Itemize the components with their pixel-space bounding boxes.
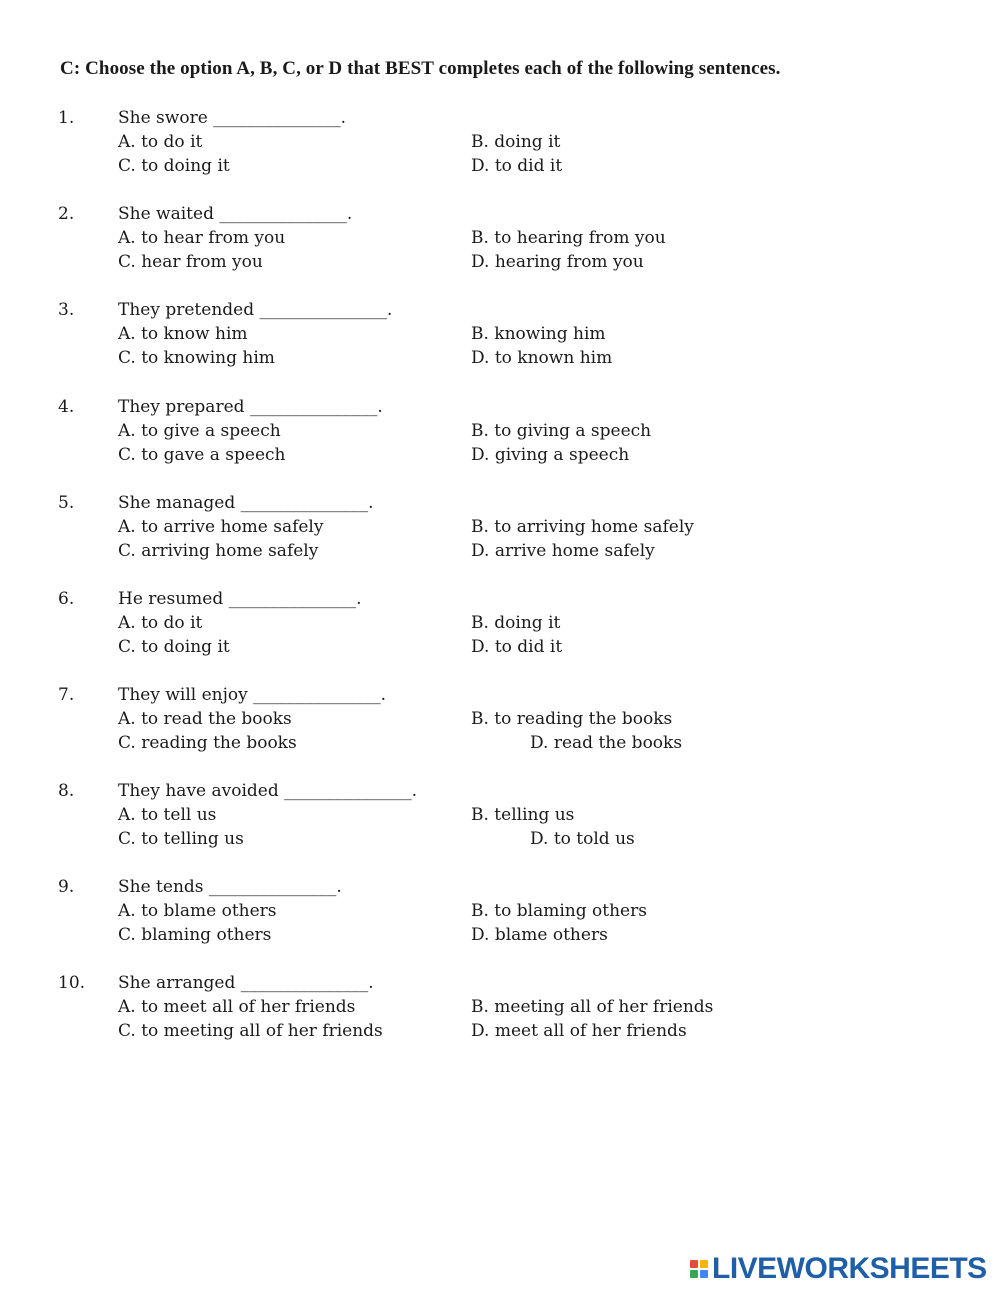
question-10 (0, 971, 1000, 1043)
question-4 (0, 395, 1000, 467)
option-a[interactable]: A. to blame others (118, 901, 277, 921)
option-c[interactable]: C. to meeting all of her friends (118, 1021, 383, 1041)
logo-text: LIVEWORKSHEETS (712, 1252, 987, 1285)
option-b[interactable]: B. to giving a speech (471, 421, 652, 441)
logo-block (700, 1270, 708, 1278)
question-number: 5. (58, 493, 75, 513)
question-number: 3. (58, 300, 75, 320)
option-d[interactable]: D. hearing from you (471, 252, 644, 272)
question-7 (0, 683, 1000, 755)
option-d[interactable]: D. read the books (530, 733, 683, 753)
question-stem: They pretended _______________. (118, 300, 393, 320)
option-d[interactable]: D. meet all of her friends (471, 1021, 687, 1041)
option-c[interactable]: C. to doing it (118, 637, 230, 657)
option-c[interactable]: C. arriving home safely (118, 541, 319, 561)
option-c[interactable]: C. to gave a speech (118, 445, 286, 465)
option-c[interactable]: C. blaming others (118, 925, 272, 945)
option-b[interactable]: B. telling us (471, 805, 575, 825)
question-stem: They prepared _______________. (118, 397, 383, 417)
option-b[interactable]: B. to reading the books (471, 709, 673, 729)
option-d[interactable]: D. arrive home safely (471, 541, 655, 561)
option-c[interactable]: C. hear from you (118, 252, 263, 272)
option-b[interactable]: B. meeting all of her friends (471, 997, 714, 1017)
question-1 (0, 106, 1000, 178)
option-d[interactable]: D. to known him (471, 348, 613, 368)
option-b[interactable]: B. to hearing from you (471, 228, 666, 248)
option-b[interactable]: B. knowing him (471, 324, 606, 344)
option-a[interactable]: A. to give a speech (118, 421, 281, 441)
option-a[interactable]: A. to hear from you (118, 228, 286, 248)
question-stem: She swore _______________. (118, 108, 347, 128)
option-b[interactable]: B. to blaming others (471, 901, 647, 921)
logo-block (700, 1260, 708, 1268)
logo-block (690, 1260, 698, 1268)
option-a[interactable]: A. to do it (118, 613, 203, 633)
question-number: 4. (58, 397, 75, 417)
question-3 (0, 298, 1000, 370)
option-d[interactable]: D. to did it (471, 637, 563, 657)
question-stem: They have avoided _______________. (118, 781, 418, 801)
question-number: 9. (58, 877, 75, 897)
question-stem: She arranged _______________. (118, 973, 374, 993)
option-a[interactable]: A. to read the books (118, 709, 292, 729)
question-number: 1. (58, 108, 75, 128)
question-5 (0, 491, 1000, 563)
question-9 (0, 875, 1000, 947)
option-c[interactable]: C. to telling us (118, 829, 244, 849)
question-stem: They will enjoy _______________. (118, 685, 387, 705)
option-d[interactable]: D. to did it (471, 156, 563, 176)
option-b[interactable]: B. doing it (471, 132, 561, 152)
question-number: 10. (58, 973, 86, 993)
liveworksheets-logo[interactable] (690, 1252, 987, 1286)
logo-block (690, 1270, 698, 1278)
option-a[interactable]: A. to tell us (118, 805, 217, 825)
question-stem: She managed _______________. (118, 493, 374, 513)
option-b[interactable]: B. doing it (471, 613, 561, 633)
logo-blocks-icon (690, 1260, 708, 1278)
option-a[interactable]: A. to arrive home safely (118, 517, 324, 537)
option-d[interactable]: D. to told us (530, 829, 635, 849)
question-8 (0, 779, 1000, 851)
question-number: 8. (58, 781, 75, 801)
question-number: 7. (58, 685, 75, 705)
option-d[interactable]: D. giving a speech (471, 445, 630, 465)
question-6 (0, 587, 1000, 659)
option-a[interactable]: A. to do it (118, 132, 203, 152)
question-stem: She tends _______________. (118, 877, 342, 897)
question-stem: He resumed _______________. (118, 589, 362, 609)
question-stem: She waited _______________. (118, 204, 353, 224)
question-number: 6. (58, 589, 75, 609)
option-c[interactable]: C. to doing it (118, 156, 230, 176)
option-a[interactable]: A. to meet all of her friends (118, 997, 356, 1017)
question-2 (0, 202, 1000, 274)
worksheet-title: C: Choose the option A, B, C, or D that BEST completes each of the following sentences. (60, 58, 781, 79)
option-c[interactable]: C. reading the books (118, 733, 297, 753)
option-b[interactable]: B. to arriving home safely (471, 517, 694, 537)
option-c[interactable]: C. to knowing him (118, 348, 275, 368)
question-number: 2. (58, 204, 75, 224)
option-d[interactable]: D. blame others (471, 925, 608, 945)
option-a[interactable]: A. to know him (118, 324, 248, 344)
